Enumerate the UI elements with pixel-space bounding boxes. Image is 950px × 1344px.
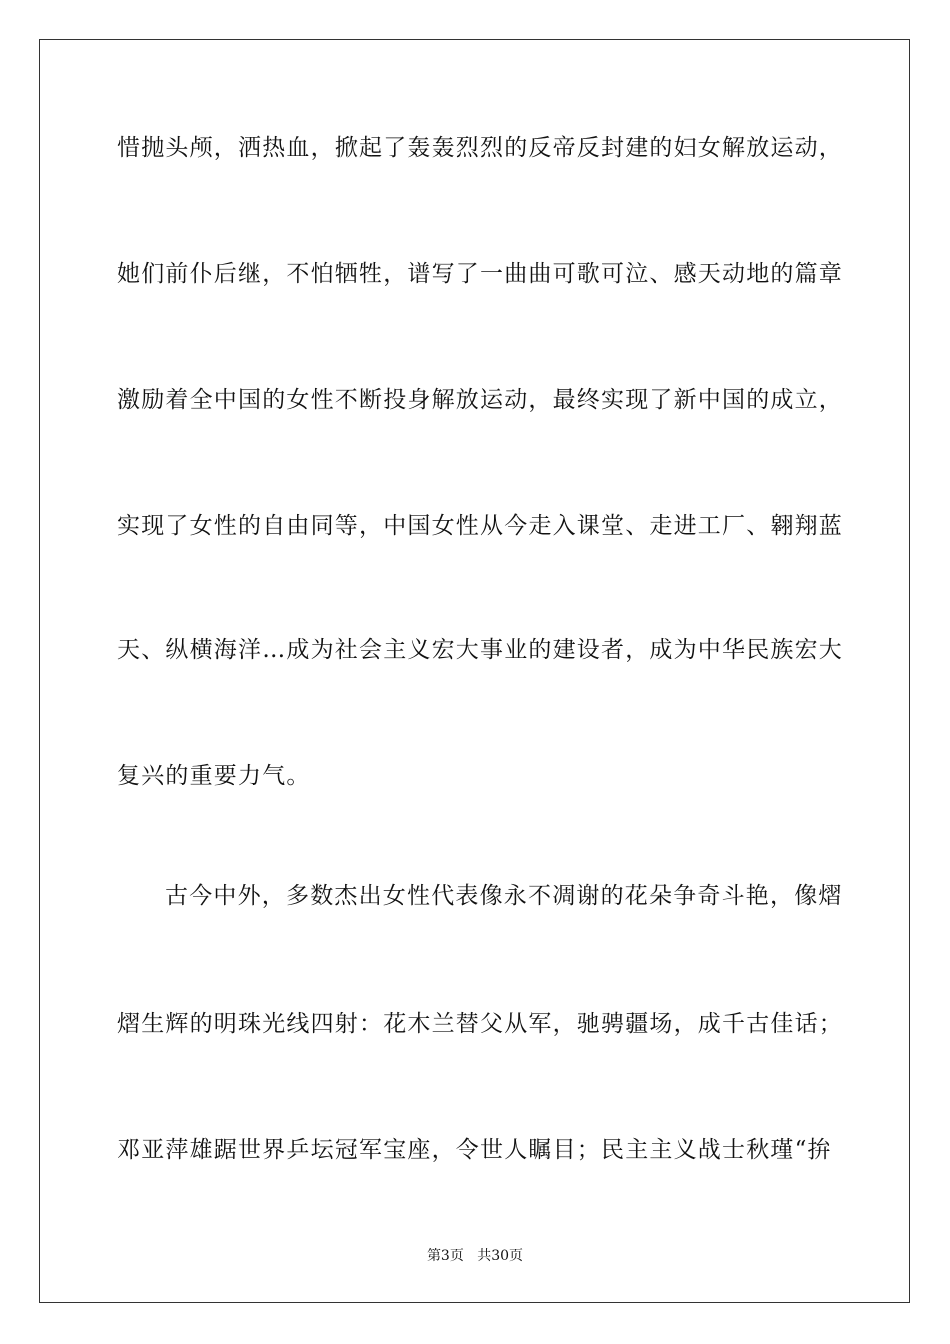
text-line: 复兴的重要力气。 — [117, 763, 311, 789]
paragraph-start-line: 古今中外，多数杰出女性代表像永不凋谢的花朵争奇斗艳，像熠 — [165, 883, 843, 909]
text-line: 惜抛头颅，洒热血，掀起了轰轰烈烈的反帝反封建的妇女解放运动， — [117, 135, 843, 161]
page-footer — [0, 1247, 950, 1265]
text-line: 实现了女性的自由同等，中国女性从今走入课堂、走进工厂、翱翔蓝 — [117, 513, 843, 539]
page-number: 第3页 — [426, 1248, 464, 1264]
text-line: 她们前仆后继，不怕牺牲，谱写了一曲曲可歌可泣、感天动地的篇章 — [117, 261, 843, 287]
text-line: 天、纵横海洋…成为社会主义宏大事业的建设者，成为中华民族宏大 — [117, 637, 843, 663]
text-line: 邓亚萍雄踞世界乒坛冠军宝座，令世人瞩目；民主主义战士秋瑾“拚 — [117, 1137, 832, 1163]
text-line: 激励着全中国的女性不断投身解放运动，最终实现了新中国的成立， — [117, 387, 843, 413]
page-border — [39, 39, 910, 1303]
page-total: 共30页 — [477, 1248, 524, 1264]
text-line: 熠生辉的明珠光线四射：花木兰替父从军，驰骋疆场，成千古佳话； — [117, 1011, 843, 1037]
